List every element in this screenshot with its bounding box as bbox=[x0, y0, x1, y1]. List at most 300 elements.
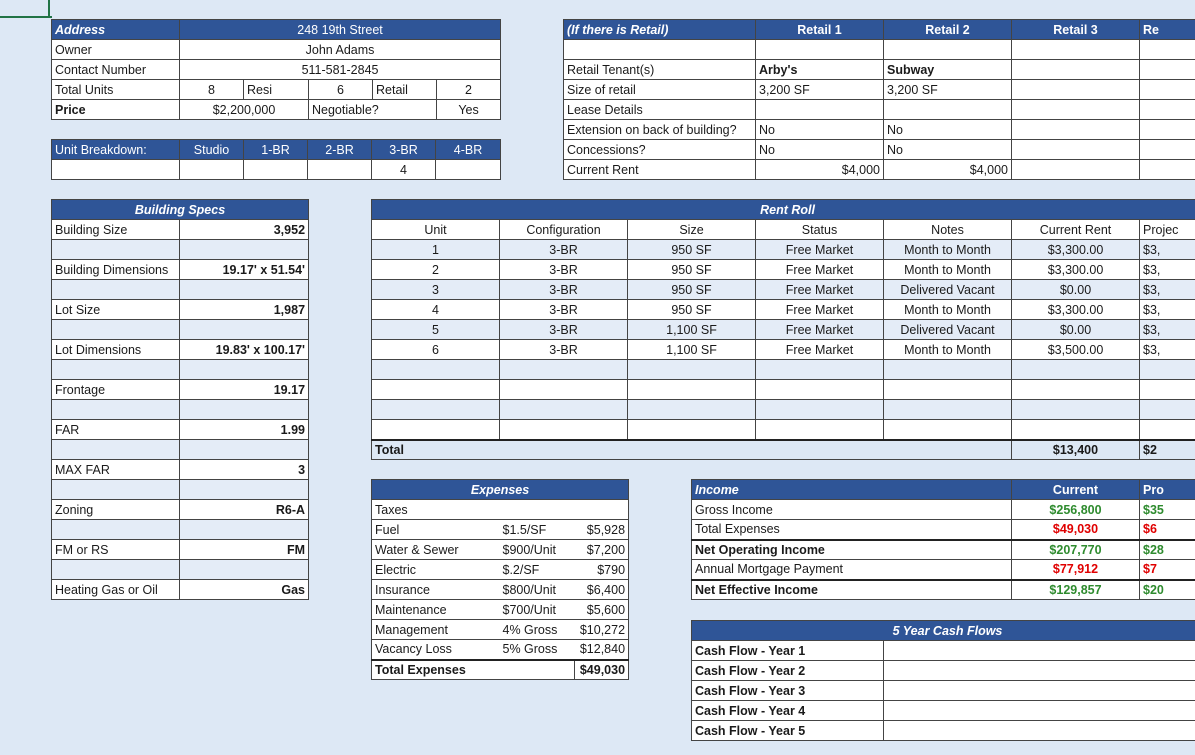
unit-breakdown-label: Unit Breakdown: bbox=[52, 140, 180, 160]
spec-empty-cell[interactable] bbox=[52, 280, 180, 300]
retail-cell[interactable] bbox=[1140, 40, 1195, 60]
ub-header: 2-BR bbox=[308, 140, 372, 160]
expense-label: Taxes bbox=[372, 500, 500, 520]
spec-empty-cell[interactable] bbox=[180, 440, 309, 460]
spec-empty-cell[interactable] bbox=[180, 480, 309, 500]
rent-roll-cell[interactable]: $3, bbox=[1140, 280, 1195, 300]
spec-empty-cell[interactable] bbox=[52, 240, 180, 260]
retail-value[interactable]: 2 bbox=[437, 80, 501, 100]
rent-roll-cell[interactable]: 1 bbox=[372, 240, 500, 260]
income-current[interactable]: $207,770 bbox=[1012, 540, 1140, 560]
rent-roll-cell[interactable]: $3, bbox=[1140, 300, 1195, 320]
spec-value[interactable]: R6-A bbox=[180, 500, 309, 520]
retail-col: Re bbox=[1140, 20, 1195, 40]
rent-roll-title: Rent Roll bbox=[372, 200, 1195, 220]
spec-empty-cell[interactable] bbox=[180, 560, 309, 580]
expense-amount[interactable]: $5,928 bbox=[575, 520, 629, 540]
rent-roll-empty-cell[interactable] bbox=[756, 400, 884, 420]
expense-row bbox=[372, 540, 629, 560]
spec-spacer-row bbox=[52, 520, 309, 540]
total-spacer bbox=[628, 440, 756, 460]
retail-cell[interactable] bbox=[1012, 60, 1140, 80]
expense-rate[interactable]: $700/Unit bbox=[500, 600, 575, 620]
spec-spacer-row bbox=[52, 360, 309, 380]
rent-roll-header-row bbox=[372, 220, 1195, 240]
rent-roll-empty-cell[interactable] bbox=[372, 400, 500, 420]
expense-row bbox=[372, 520, 629, 540]
rent-roll-cell[interactable]: $3, bbox=[1140, 320, 1195, 340]
spec-empty-cell[interactable] bbox=[180, 360, 309, 380]
negotiable-label: Negotiable? bbox=[309, 100, 437, 120]
rent-roll-cell[interactable]: Free Market bbox=[756, 240, 884, 260]
income-row bbox=[692, 560, 1195, 580]
retail-cell[interactable] bbox=[756, 40, 884, 60]
retail-cell[interactable]: No bbox=[884, 120, 1012, 140]
spec-value[interactable]: 19.17 bbox=[180, 380, 309, 400]
spec-value[interactable]: 3,952 bbox=[180, 220, 309, 240]
retail-cell[interactable] bbox=[1140, 60, 1195, 80]
expense-rate[interactable]: $1.5/SF bbox=[500, 520, 575, 540]
building-specs-table bbox=[51, 199, 309, 600]
rent-roll-cell[interactable]: 3-BR bbox=[500, 300, 628, 320]
rent-roll-empty-cell[interactable] bbox=[1012, 400, 1140, 420]
retail-cell[interactable]: 3,200 SF bbox=[756, 80, 884, 100]
income-col-proj: Pro bbox=[1140, 480, 1195, 500]
retail-row-label bbox=[564, 40, 756, 60]
rent-roll-col-header: Configuration bbox=[500, 220, 628, 240]
retail-label: Retail bbox=[373, 80, 437, 100]
rent-roll-empty-cell[interactable] bbox=[500, 400, 628, 420]
income-title: Income bbox=[692, 480, 1012, 500]
negotiable-value[interactable]: Yes bbox=[437, 100, 501, 120]
rent-roll-cell[interactable]: 4 bbox=[372, 300, 500, 320]
income-current[interactable]: $77,912 bbox=[1012, 560, 1140, 580]
retail-cell[interactable] bbox=[1140, 80, 1195, 100]
expense-label: Electric bbox=[372, 560, 500, 580]
rent-roll-row bbox=[372, 280, 1195, 300]
income-col-current: Current bbox=[1012, 480, 1140, 500]
spec-value[interactable]: 1.99 bbox=[180, 420, 309, 440]
expense-label: Water & Sewer bbox=[372, 540, 500, 560]
rent-roll-empty-cell[interactable] bbox=[756, 380, 884, 400]
expense-rate[interactable]: 4% Gross bbox=[500, 620, 575, 640]
rent-roll-empty-cell[interactable] bbox=[1140, 360, 1195, 380]
rent-roll-cell[interactable]: 1,100 SF bbox=[628, 340, 756, 360]
income-proj[interactable]: $7 bbox=[1140, 560, 1195, 580]
retail-col: Retail 1 bbox=[756, 20, 884, 40]
rent-roll-empty-cell[interactable] bbox=[628, 420, 756, 440]
spec-row bbox=[52, 260, 309, 280]
retail-row bbox=[564, 40, 1195, 60]
income-proj[interactable]: $28 bbox=[1140, 540, 1195, 560]
rent-roll-cell[interactable]: 3-BR bbox=[500, 240, 628, 260]
cashflow-label: Cash Flow - Year 5 bbox=[692, 721, 884, 741]
spec-spacer-row bbox=[52, 440, 309, 460]
retail-row bbox=[564, 80, 1195, 100]
retail-cell[interactable] bbox=[1012, 140, 1140, 160]
rent-roll-empty-cell[interactable] bbox=[628, 380, 756, 400]
spec-spacer-row bbox=[52, 280, 309, 300]
retail-cell[interactable] bbox=[756, 100, 884, 120]
ub-header: 4-BR bbox=[436, 140, 501, 160]
rent-roll-col-header: Notes bbox=[884, 220, 1012, 240]
retail-cell[interactable]: 3,200 SF bbox=[884, 80, 1012, 100]
rent-roll-empty-cell[interactable] bbox=[884, 360, 1012, 380]
cashflow-row bbox=[692, 681, 1195, 701]
rent-roll-empty-row bbox=[372, 420, 1195, 440]
retail-row bbox=[564, 160, 1195, 180]
price-value[interactable]: $2,200,000 bbox=[180, 100, 309, 120]
rent-roll-empty-cell[interactable] bbox=[500, 420, 628, 440]
rent-roll-row bbox=[372, 340, 1195, 360]
expense-amount[interactable]: $6,400 bbox=[575, 580, 629, 600]
units-label: Total Units bbox=[52, 80, 180, 100]
spec-spacer-row bbox=[52, 560, 309, 580]
rent-roll-table bbox=[371, 199, 1195, 460]
rent-roll-cell[interactable]: 950 SF bbox=[628, 240, 756, 260]
retail-col: Retail 2 bbox=[884, 20, 1012, 40]
expenses-total[interactable]: $49,030 bbox=[575, 660, 629, 680]
rent-roll-empty-cell[interactable] bbox=[756, 420, 884, 440]
rent-roll-cell[interactable]: Free Market bbox=[756, 320, 884, 340]
expense-label: Insurance bbox=[372, 580, 500, 600]
rent-roll-cell[interactable]: Month to Month bbox=[884, 340, 1012, 360]
cashflow-title: 5 Year Cash Flows bbox=[692, 621, 1195, 641]
rent-roll-empty-cell[interactable] bbox=[884, 380, 1012, 400]
rent-roll-col-header: Projec bbox=[1140, 220, 1195, 240]
income-current[interactable]: $129,857 bbox=[1012, 580, 1140, 600]
spec-empty-cell[interactable] bbox=[52, 560, 180, 580]
rent-roll-row bbox=[372, 240, 1195, 260]
rent-roll-cell[interactable]: Delivered Vacant bbox=[884, 320, 1012, 340]
retail-cell[interactable] bbox=[1140, 100, 1195, 120]
spec-label: Lot Size bbox=[52, 300, 180, 320]
spec-label: FAR bbox=[52, 420, 180, 440]
spec-label: MAX FAR bbox=[52, 460, 180, 480]
retail-cell[interactable]: $4,000 bbox=[756, 160, 884, 180]
retail-cell[interactable]: No bbox=[756, 120, 884, 140]
cashflow-row bbox=[692, 701, 1195, 721]
income-row bbox=[692, 540, 1195, 560]
spec-value[interactable]: Gas bbox=[180, 580, 309, 600]
retail-cell[interactable]: No bbox=[884, 140, 1012, 160]
rent-roll-cell[interactable]: 3-BR bbox=[500, 320, 628, 340]
spec-empty-cell[interactable] bbox=[52, 520, 180, 540]
retail-table bbox=[563, 19, 1195, 180]
spec-value[interactable]: 19.17' x 51.54' bbox=[180, 260, 309, 280]
rent-roll-cell[interactable]: Month to Month bbox=[884, 260, 1012, 280]
rent-roll-cell[interactable]: Free Market bbox=[756, 340, 884, 360]
rent-roll-cell[interactable]: $3,300.00 bbox=[1012, 240, 1140, 260]
rent-roll-empty-cell[interactable] bbox=[756, 360, 884, 380]
ub-header: 1-BR bbox=[244, 140, 308, 160]
property-table bbox=[51, 19, 501, 120]
rent-roll-cell[interactable]: $0.00 bbox=[1012, 320, 1140, 340]
income-label: Gross Income bbox=[692, 500, 1012, 520]
retail-row-label: Size of retail bbox=[564, 80, 756, 100]
units-value[interactable]: 8 bbox=[180, 80, 244, 100]
contact-label: Contact Number bbox=[52, 60, 180, 80]
expense-row bbox=[372, 560, 629, 580]
expense-amount[interactable]: $7,200 bbox=[575, 540, 629, 560]
cell-cursor-handle bbox=[48, 0, 50, 18]
spec-empty-cell[interactable] bbox=[180, 520, 309, 540]
rent-roll-empty-cell[interactable] bbox=[884, 400, 1012, 420]
expense-rate[interactable]: $800/Unit bbox=[500, 580, 575, 600]
contact-value[interactable]: 511-581-2845 bbox=[180, 60, 501, 80]
spec-label: Zoning bbox=[52, 500, 180, 520]
expense-amount[interactable]: $790 bbox=[575, 560, 629, 580]
expense-amount[interactable]: $10,272 bbox=[575, 620, 629, 640]
cashflow-row bbox=[692, 661, 1195, 681]
rent-roll-cell[interactable]: 950 SF bbox=[628, 300, 756, 320]
spec-label: Lot Dimensions bbox=[52, 340, 180, 360]
cashflow-table bbox=[691, 620, 1195, 741]
expense-label: Maintenance bbox=[372, 600, 500, 620]
retail-cell[interactable] bbox=[884, 40, 1012, 60]
rent-roll-cell[interactable]: $3,500.00 bbox=[1012, 340, 1140, 360]
income-row bbox=[692, 520, 1195, 540]
rent-roll-cell[interactable]: 3-BR bbox=[500, 340, 628, 360]
price-label: Price bbox=[52, 100, 180, 120]
expense-rate[interactable] bbox=[500, 500, 575, 520]
spec-row bbox=[52, 460, 309, 480]
spec-empty-cell[interactable] bbox=[180, 240, 309, 260]
cashflow-value[interactable] bbox=[884, 701, 1195, 721]
spec-label: Building Size bbox=[52, 220, 180, 240]
rent-roll-cell[interactable]: $0.00 bbox=[1012, 280, 1140, 300]
rent-roll-cell[interactable]: 6 bbox=[372, 340, 500, 360]
spec-value[interactable]: 19.83' x 100.17' bbox=[180, 340, 309, 360]
income-current[interactable]: $256,800 bbox=[1012, 500, 1140, 520]
expense-rate[interactable]: 5% Gross bbox=[500, 640, 575, 660]
ub-cell[interactable] bbox=[52, 160, 180, 180]
spec-empty-cell[interactable] bbox=[52, 480, 180, 500]
rent-roll-cell[interactable]: Free Market bbox=[756, 300, 884, 320]
expenses-table bbox=[371, 479, 629, 680]
rent-roll-cell[interactable]: $3,300.00 bbox=[1012, 260, 1140, 280]
rent-roll-cell[interactable]: Month to Month bbox=[884, 240, 1012, 260]
building-specs-title: Building Specs bbox=[52, 200, 309, 220]
rent-roll-empty-row bbox=[372, 400, 1195, 420]
owner-label: Owner bbox=[52, 40, 180, 60]
rent-roll-empty-cell[interactable] bbox=[372, 360, 500, 380]
income-proj[interactable]: $35 bbox=[1140, 500, 1195, 520]
retail-row bbox=[564, 100, 1195, 120]
expense-rate[interactable]: $900/Unit bbox=[500, 540, 575, 560]
rent-roll-empty-cell[interactable] bbox=[500, 380, 628, 400]
cashflow-label: Cash Flow - Year 2 bbox=[692, 661, 884, 681]
retail-cell[interactable] bbox=[1140, 160, 1195, 180]
income-row bbox=[692, 580, 1195, 600]
rent-roll-empty-row bbox=[372, 380, 1195, 400]
retail-row bbox=[564, 60, 1195, 80]
spec-empty-cell[interactable] bbox=[52, 360, 180, 380]
cashflow-value[interactable] bbox=[884, 721, 1195, 741]
rent-roll-cell[interactable]: 1,100 SF bbox=[628, 320, 756, 340]
rent-roll-empty-cell[interactable] bbox=[628, 400, 756, 420]
rent-roll-row bbox=[372, 260, 1195, 280]
expense-amount[interactable] bbox=[575, 500, 629, 520]
retail-row bbox=[564, 140, 1195, 160]
spec-row bbox=[52, 580, 309, 600]
cell-cursor bbox=[0, 16, 52, 18]
retail-cell[interactable]: Subway bbox=[884, 60, 1012, 80]
retail-cell[interactable] bbox=[1012, 100, 1140, 120]
spec-value[interactable]: 1,987 bbox=[180, 300, 309, 320]
expense-row bbox=[372, 640, 629, 660]
income-current[interactable]: $49,030 bbox=[1012, 520, 1140, 540]
rent-roll-cell[interactable]: Free Market bbox=[756, 260, 884, 280]
cashflow-value[interactable] bbox=[884, 681, 1195, 701]
retail-row-label: Current Rent bbox=[564, 160, 756, 180]
resi-label: Resi bbox=[244, 80, 309, 100]
ub-value[interactable] bbox=[308, 160, 372, 180]
rent-roll-total[interactable]: $13,400 bbox=[1012, 440, 1140, 460]
rent-roll-empty-cell[interactable] bbox=[1140, 400, 1195, 420]
spec-row bbox=[52, 300, 309, 320]
expenses-title: Expenses bbox=[372, 480, 629, 500]
rent-roll-cell[interactable]: $3,300.00 bbox=[1012, 300, 1140, 320]
retail-cell[interactable] bbox=[1140, 140, 1195, 160]
retail-header: (If there is Retail) bbox=[564, 20, 756, 40]
rent-roll-empty-cell[interactable] bbox=[372, 420, 500, 440]
income-proj[interactable]: $20 bbox=[1140, 580, 1195, 600]
retail-row-label: Lease Details bbox=[564, 100, 756, 120]
rent-roll-row bbox=[372, 300, 1195, 320]
expenses-total-label: Total Expenses bbox=[372, 660, 575, 680]
cashflow-value[interactable] bbox=[884, 641, 1195, 661]
rent-roll-cell[interactable]: Month to Month bbox=[884, 300, 1012, 320]
rent-roll-cell[interactable]: $3, bbox=[1140, 340, 1195, 360]
rent-roll-cell[interactable]: $3, bbox=[1140, 240, 1195, 260]
income-label: Annual Mortgage Payment bbox=[692, 560, 1012, 580]
rent-roll-cell[interactable]: 950 SF bbox=[628, 260, 756, 280]
retail-cell[interactable]: $4,000 bbox=[884, 160, 1012, 180]
retail-row-label: Concessions? bbox=[564, 140, 756, 160]
spec-empty-cell[interactable] bbox=[180, 320, 309, 340]
retail-row bbox=[564, 120, 1195, 140]
spec-empty-cell[interactable] bbox=[180, 280, 309, 300]
rent-roll-cell[interactable]: Delivered Vacant bbox=[884, 280, 1012, 300]
expense-label: Management bbox=[372, 620, 500, 640]
ub-value[interactable]: 4 bbox=[372, 160, 436, 180]
spec-spacer-row bbox=[52, 400, 309, 420]
retail-cell[interactable] bbox=[1012, 40, 1140, 60]
spec-row bbox=[52, 540, 309, 560]
spec-value[interactable]: 3 bbox=[180, 460, 309, 480]
rent-roll-empty-cell[interactable] bbox=[1012, 420, 1140, 440]
expense-amount[interactable]: $5,600 bbox=[575, 600, 629, 620]
expense-label: Fuel bbox=[372, 520, 500, 540]
rent-roll-empty-row bbox=[372, 360, 1195, 380]
cashflow-value[interactable] bbox=[884, 661, 1195, 681]
rent-roll-empty-cell[interactable] bbox=[372, 380, 500, 400]
ub-value[interactable] bbox=[436, 160, 501, 180]
rent-roll-col-header: Status bbox=[756, 220, 884, 240]
retail-cell[interactable]: No bbox=[756, 140, 884, 160]
income-proj[interactable]: $6 bbox=[1140, 520, 1195, 540]
retail-cell[interactable] bbox=[1140, 120, 1195, 140]
retail-cell[interactable]: Arby's bbox=[756, 60, 884, 80]
retail-cell[interactable] bbox=[1012, 80, 1140, 100]
rent-roll-empty-cell[interactable] bbox=[500, 360, 628, 380]
rent-roll-cell[interactable]: 950 SF bbox=[628, 280, 756, 300]
total-spacer bbox=[500, 440, 628, 460]
expense-amount[interactable]: $12,840 bbox=[575, 640, 629, 660]
rent-roll-empty-cell[interactable] bbox=[1140, 380, 1195, 400]
spec-row bbox=[52, 420, 309, 440]
spec-empty-cell[interactable] bbox=[180, 400, 309, 420]
rent-roll-empty-cell[interactable] bbox=[1140, 420, 1195, 440]
ub-value[interactable] bbox=[180, 160, 244, 180]
address-label: Address bbox=[52, 20, 180, 40]
resi-value[interactable]: 6 bbox=[309, 80, 373, 100]
rent-roll-empty-cell[interactable] bbox=[884, 420, 1012, 440]
spec-row bbox=[52, 220, 309, 240]
owner-value[interactable]: John Adams bbox=[180, 40, 501, 60]
retail-cell[interactable] bbox=[884, 100, 1012, 120]
ub-value[interactable] bbox=[244, 160, 308, 180]
rent-roll-empty-cell[interactable] bbox=[628, 360, 756, 380]
retail-cell[interactable] bbox=[1012, 120, 1140, 140]
address-value[interactable]: 248 19th Street bbox=[180, 20, 501, 40]
spec-label: Frontage bbox=[52, 380, 180, 400]
rent-roll-cell[interactable]: $3, bbox=[1140, 260, 1195, 280]
spec-empty-cell[interactable] bbox=[52, 320, 180, 340]
spec-empty-cell[interactable] bbox=[52, 440, 180, 460]
rent-roll-total-proj[interactable]: $2 bbox=[1140, 440, 1195, 460]
retail-row-label: Retail Tenant(s) bbox=[564, 60, 756, 80]
retail-row-label: Extension on back of building? bbox=[564, 120, 756, 140]
spec-row bbox=[52, 340, 309, 360]
rent-roll-col-header: Current Rent bbox=[1012, 220, 1140, 240]
ub-header: 3-BR bbox=[372, 140, 436, 160]
rent-roll-empty-cell[interactable] bbox=[1012, 360, 1140, 380]
rent-roll-row bbox=[372, 320, 1195, 340]
rent-roll-cell[interactable]: 3-BR bbox=[500, 280, 628, 300]
expense-row bbox=[372, 580, 629, 600]
rent-roll-cell[interactable]: Free Market bbox=[756, 280, 884, 300]
income-table bbox=[691, 479, 1195, 600]
spec-value[interactable]: FM bbox=[180, 540, 309, 560]
rent-roll-col-header: Size bbox=[628, 220, 756, 240]
income-label: Net Operating Income bbox=[692, 540, 1012, 560]
cashflow-label: Cash Flow - Year 3 bbox=[692, 681, 884, 701]
spec-row bbox=[52, 380, 309, 400]
spec-label: Building Dimensions bbox=[52, 260, 180, 280]
expense-row bbox=[372, 620, 629, 640]
rent-roll-cell[interactable]: 3 bbox=[372, 280, 500, 300]
spec-label: Heating Gas or Oil bbox=[52, 580, 180, 600]
rent-roll-empty-cell[interactable] bbox=[1012, 380, 1140, 400]
expense-rate[interactable]: $.2/SF bbox=[500, 560, 575, 580]
income-label: Net Effective Income bbox=[692, 580, 1012, 600]
unit-breakdown-table bbox=[51, 139, 501, 180]
spec-empty-cell[interactable] bbox=[52, 400, 180, 420]
spec-spacer-row bbox=[52, 240, 309, 260]
rent-roll-cell[interactable]: 3-BR bbox=[500, 260, 628, 280]
spec-spacer-row bbox=[52, 320, 309, 340]
rent-roll-cell[interactable]: 2 bbox=[372, 260, 500, 280]
rent-roll-cell[interactable]: 5 bbox=[372, 320, 500, 340]
retail-cell[interactable] bbox=[1012, 160, 1140, 180]
cashflow-label: Cash Flow - Year 1 bbox=[692, 641, 884, 661]
spec-row bbox=[52, 500, 309, 520]
expense-row bbox=[372, 500, 629, 520]
income-row bbox=[692, 500, 1195, 520]
spec-label: FM or RS bbox=[52, 540, 180, 560]
